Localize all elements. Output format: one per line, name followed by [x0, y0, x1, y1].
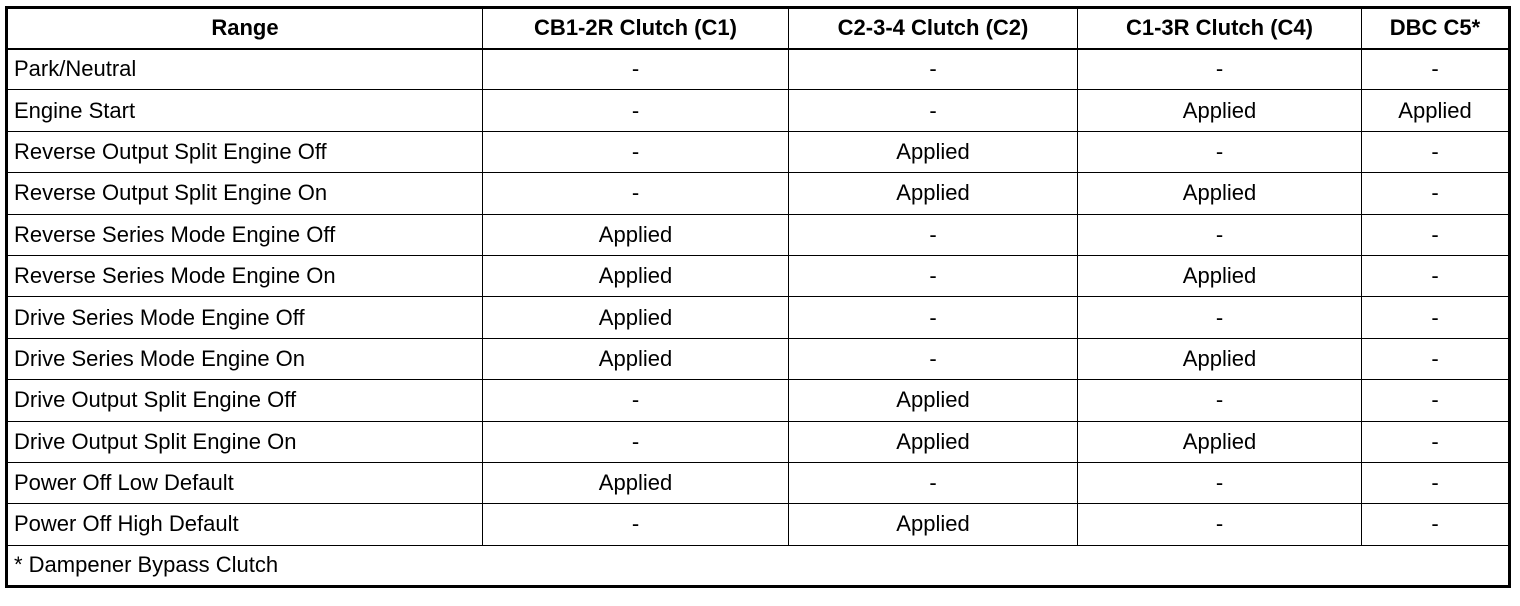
c5-cell: -: [1362, 504, 1510, 545]
c4-cell: Applied: [1078, 90, 1362, 131]
c4-cell: Applied: [1078, 421, 1362, 462]
header-c1: CB1-2R Clutch (C1): [483, 8, 789, 49]
table-row: [7, 255, 1510, 296]
table-row: [7, 49, 1510, 90]
c1-cell: Applied: [483, 462, 789, 503]
c5-cell: -: [1362, 49, 1510, 90]
c4-cell: -: [1078, 380, 1362, 421]
range-cell: Drive Series Mode Engine On: [7, 338, 483, 379]
header-c5: DBC C5*: [1362, 8, 1510, 49]
range-cell: Power Off High Default: [7, 504, 483, 545]
table-row: [7, 504, 1510, 545]
c5-cell: Applied: [1362, 90, 1510, 131]
c5-cell: -: [1362, 462, 1510, 503]
header-c4: C1-3R Clutch (C4): [1078, 8, 1362, 49]
range-cell: Power Off Low Default: [7, 462, 483, 503]
c2-cell: -: [789, 338, 1078, 379]
c4-cell: -: [1078, 214, 1362, 255]
c1-cell: Applied: [483, 214, 789, 255]
table-row: [7, 462, 1510, 503]
table-row: [7, 214, 1510, 255]
clutch-application-chart: [5, 6, 1508, 588]
c4-cell: Applied: [1078, 173, 1362, 214]
c4-cell: -: [1078, 462, 1362, 503]
c1-cell: -: [483, 421, 789, 462]
c5-cell: -: [1362, 421, 1510, 462]
table-row: [7, 173, 1510, 214]
c1-cell: -: [483, 131, 789, 172]
c1-cell: -: [483, 504, 789, 545]
c5-cell: -: [1362, 173, 1510, 214]
table-row: [7, 297, 1510, 338]
table-row: [7, 131, 1510, 172]
header-c2: C2-3-4 Clutch (C2): [789, 8, 1078, 49]
c4-cell: Applied: [1078, 338, 1362, 379]
c1-cell: Applied: [483, 255, 789, 296]
range-cell: Reverse Output Split Engine On: [7, 173, 483, 214]
c5-cell: -: [1362, 297, 1510, 338]
c2-cell: -: [789, 255, 1078, 296]
table-row: [7, 90, 1510, 131]
c5-cell: -: [1362, 131, 1510, 172]
range-cell: Reverse Series Mode Engine Off: [7, 214, 483, 255]
c2-cell: Applied: [789, 131, 1078, 172]
c1-cell: -: [483, 90, 789, 131]
c2-cell: -: [789, 49, 1078, 90]
c2-cell: -: [789, 297, 1078, 338]
footnote: * Dampener Bypass Clutch: [7, 545, 1510, 586]
c2-cell: -: [789, 462, 1078, 503]
table-row: [7, 421, 1510, 462]
c2-cell: Applied: [789, 504, 1078, 545]
table-row: [7, 380, 1510, 421]
range-cell: Drive Output Split Engine Off: [7, 380, 483, 421]
range-cell: Drive Output Split Engine On: [7, 421, 483, 462]
range-cell: Engine Start: [7, 90, 483, 131]
c1-cell: -: [483, 49, 789, 90]
c5-cell: -: [1362, 338, 1510, 379]
range-cell: Reverse Output Split Engine Off: [7, 131, 483, 172]
range-cell: Drive Series Mode Engine Off: [7, 297, 483, 338]
footnote-row: [7, 545, 1510, 586]
c5-cell: -: [1362, 255, 1510, 296]
header-row: [7, 8, 1510, 49]
c1-cell: Applied: [483, 297, 789, 338]
header-range: Range: [7, 8, 483, 49]
clutch-table: [5, 6, 1511, 588]
c2-cell: Applied: [789, 421, 1078, 462]
c2-cell: -: [789, 214, 1078, 255]
c4-cell: -: [1078, 297, 1362, 338]
table-row: [7, 338, 1510, 379]
c4-cell: Applied: [1078, 255, 1362, 296]
c5-cell: -: [1362, 214, 1510, 255]
c4-cell: -: [1078, 504, 1362, 545]
c2-cell: Applied: [789, 380, 1078, 421]
range-cell: Park/Neutral: [7, 49, 483, 90]
c5-cell: -: [1362, 380, 1510, 421]
c2-cell: Applied: [789, 173, 1078, 214]
c1-cell: -: [483, 173, 789, 214]
c1-cell: -: [483, 380, 789, 421]
c4-cell: -: [1078, 49, 1362, 90]
c1-cell: Applied: [483, 338, 789, 379]
range-cell: Reverse Series Mode Engine On: [7, 255, 483, 296]
c4-cell: -: [1078, 131, 1362, 172]
c2-cell: -: [789, 90, 1078, 131]
